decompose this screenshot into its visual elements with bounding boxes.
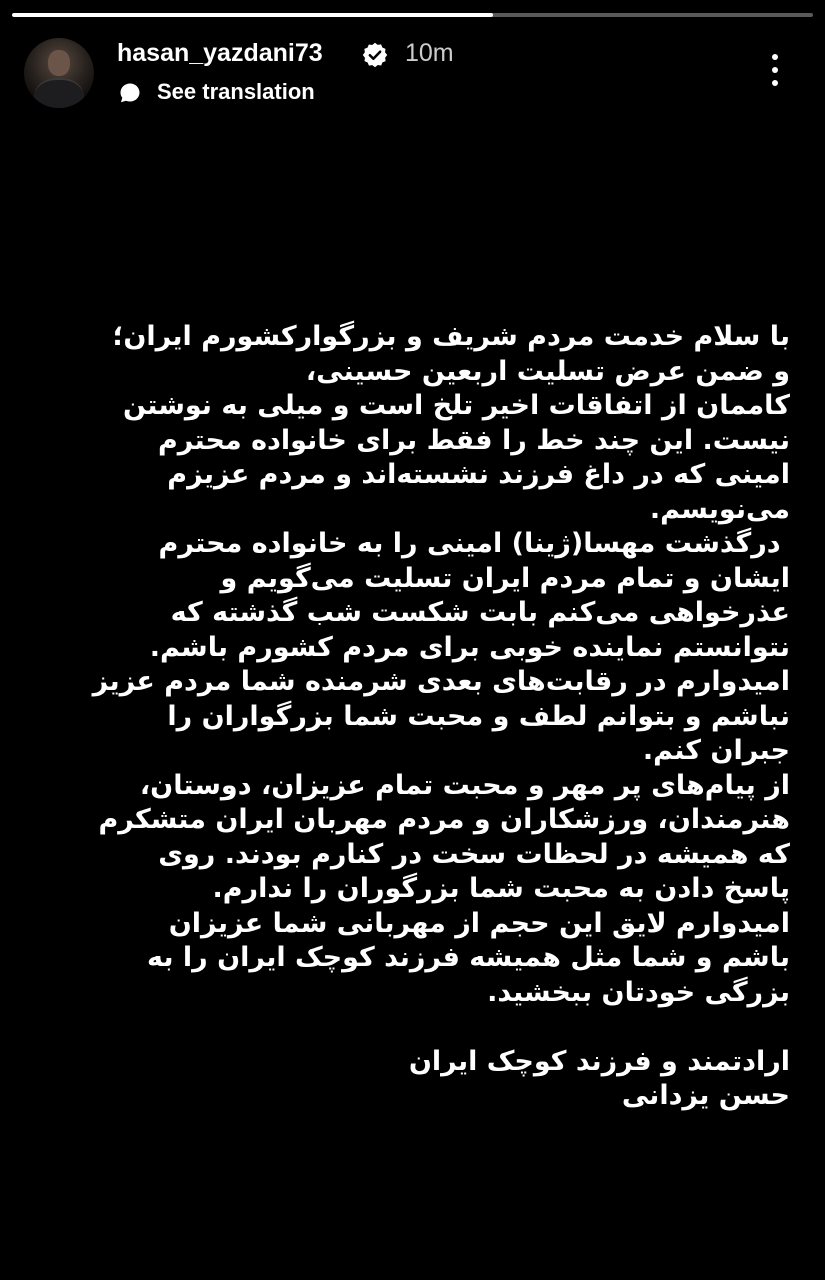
- message-line: پاسخ دادن به محبت شما بزرگوران را ندارم.: [212, 873, 790, 904]
- message-line: امینی که در داغ فرزند نشسته‌اند و مردم عزیزم: [167, 459, 790, 490]
- avatar-body-shape: [34, 78, 84, 108]
- message-line: و ضمن عرض تسلیت اربعین حسینی،: [305, 355, 790, 387]
- message-line: می‌نویسم.: [649, 493, 790, 525]
- post-time: 10m: [405, 39, 454, 67]
- see-translation-link[interactable]: See translation: [157, 79, 315, 104]
- message-line: نباشم و بتوانم لطف و محبت شما بزرگواران را: [167, 700, 790, 732]
- message-line: ارادتمند و فرزند کوچک ایران: [408, 1045, 790, 1077]
- message-line: امیدوارم لایق این حجم از مهربانی شما عزیزان: [168, 907, 790, 939]
- more-options-button[interactable]: [760, 48, 790, 92]
- story-progress-fill: [12, 13, 493, 17]
- message-line: نیست. این چند خط را فقط برای خانواده محترم: [157, 424, 790, 456]
- avatar-head-shape: [48, 50, 70, 76]
- avatar[interactable]: [24, 38, 94, 108]
- story-message: [60, 320, 790, 1114]
- message-line: جبران کنم.: [642, 735, 790, 766]
- story-header: [0, 28, 825, 118]
- message-line: امیدوارم در رقابت‌های بعدی شرمنده شما مردم عزیز: [92, 666, 790, 697]
- username[interactable]: hasan_yazdani73: [117, 39, 323, 67]
- message-line: [60, 1010, 790, 1045]
- message-line: هنرمندان، ورزشکاران و مردم مهربان ایران متشکرم: [98, 804, 790, 835]
- message-line: ایشان و تمام مردم ایران تسلیت می‌گویم و: [220, 562, 790, 594]
- message-line: کاممان از اتفاقات اخیر تلخ است و میلی به نوشتن: [123, 390, 790, 421]
- message-line: که همیشه در لحظات سخت در کنارم بودند. روی: [158, 838, 790, 870]
- message-line: نتوانستم نماینده خوبی برای مردم کشورم باشم.: [149, 631, 790, 663]
- message-line: حسن یزدانی: [621, 1080, 790, 1111]
- story-progress-bar: [12, 13, 813, 17]
- more-options-icon: [772, 54, 778, 60]
- more-options-icon-dot: [772, 67, 778, 73]
- message-line: درگذشت مهسا(ژینا) امینی را به خانواده محترم: [158, 528, 790, 559]
- verified-badge-icon: [361, 41, 389, 69]
- message-line: بزرگی خودتان ببخشید.: [487, 976, 790, 1008]
- more-options-icon-dot: [772, 80, 778, 86]
- message-line: عذرخواهی می‌کنم بابت شکست شب گذشته که: [170, 597, 790, 628]
- message-line: از پیام‌های پر مهر و محبت تمام عزیزان، دوستان،: [139, 769, 790, 801]
- speech-bubble-icon[interactable]: [118, 81, 142, 105]
- message-line: باشم و شما مثل همیشه فرزند کوچک ایران را به: [147, 942, 790, 973]
- message-line: با سلام خدمت مردم شریف و بزرگوارکشورم ایران؛: [112, 321, 790, 352]
